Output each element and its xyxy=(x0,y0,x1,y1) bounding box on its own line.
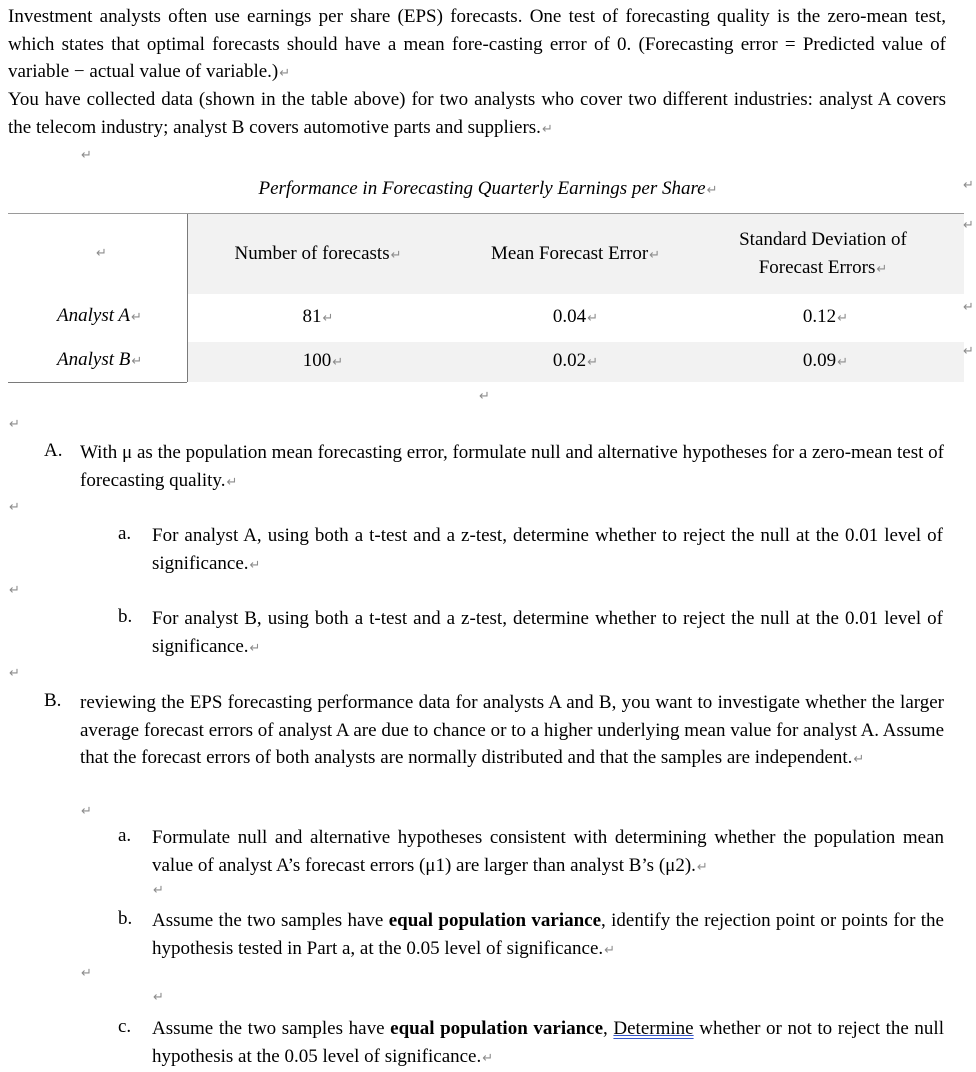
header-std-dev-forecast-errors: Standard Deviation of Forecast Errors↵ xyxy=(739,229,907,278)
table-title: Performance in Forecasting Quarterly Earnings per Share↵ xyxy=(258,178,718,199)
paragraph-mark-icon: ↵ xyxy=(131,310,142,325)
paragraph-mark-icon: ↵ xyxy=(876,262,888,277)
paragraph-mark-icon: ↵ xyxy=(649,248,661,263)
emphasis-text: equal population variance xyxy=(388,910,602,931)
paragraph-mark-icon: ↵ xyxy=(131,354,143,369)
paragraph-mark-icon: ↵ xyxy=(482,1050,494,1066)
question-b-text: reviewing the EPS forecasting performance data for analysts A and B, you want to investigate whether the larger average forecast errors of analyst A are due to chance or to a higher underlying mean value for analyst A. Assume that the forecast errors of both analysts are normally distributed and that the samples are independent.↵ xyxy=(80,692,944,768)
question-a-b-label: b. xyxy=(118,606,133,627)
paragraph-mark-icon: ↵ xyxy=(249,640,261,656)
cell-b-mean: 0.02↵ xyxy=(552,350,599,371)
question-a-text: With μ as the population mean forecasting error, formulate null and alternative hypotheses for a zero-mean test of forecasting quality.↵ xyxy=(80,442,944,491)
question-b-b-text: Assume the two samples have equal population variance, identify the rejection point or points for the hypothesis tested in Part a, at the 0.05 level of significance.↵ xyxy=(152,910,944,959)
question-a-b-text: For analyst B, using both a t-test and a z-test, determine whether to reject the null at the 0.01 level of significance.↵ xyxy=(152,608,943,657)
cell-b-sd: 0.09↵ xyxy=(802,350,849,371)
paragraph-mark-icon: ↵ xyxy=(696,859,708,875)
intro-paragraph-1: Investment analysts often use earnings per share (EPS) forecasts. One test of forecasting quality is the zero-mean test, which states that optimal forecasts should have a mean fore-casting error of 0. (Forecasting error = Predicted value of variable − actual value of variable.)↵ xyxy=(8,6,946,82)
question-b-c-text: Assume the two samples have equal population variance, Determine whether or not to reject the null hypothesis at the 0.05 level of significance.↵ xyxy=(152,1018,944,1067)
paragraph-mark-icon: ↵ xyxy=(9,583,20,598)
empty-corner-cell: ↵ xyxy=(96,246,107,261)
question-b-label: B. xyxy=(44,690,62,711)
paragraph-mark-icon: ↵ xyxy=(390,248,402,263)
paragraph-mark-icon: ↵ xyxy=(322,311,334,326)
question-b-a-text: Formulate null and alternative hypotheses consistent with determining whether the population mean value of analyst A’s forecast errors (μ1) are larger than analyst B’s (μ2).↵ xyxy=(152,827,944,876)
paragraph-mark-icon: ↵ xyxy=(9,417,20,432)
row-label-analyst-b: Analyst B↵ xyxy=(57,349,143,370)
grammar-flagged-word[interactable]: Determine xyxy=(613,1018,694,1039)
question-a-a-label: a. xyxy=(118,523,132,544)
cell-a-sd: 0.12↵ xyxy=(802,306,849,327)
paragraph-mark-icon: ↵ xyxy=(332,355,344,370)
paragraph-mark-icon: ↵ xyxy=(479,389,490,404)
paragraph-mark-icon: ↵ xyxy=(153,990,164,1005)
paragraph-mark-icon: ↵ xyxy=(9,666,20,681)
cell-a-mean: 0.04↵ xyxy=(552,306,599,327)
paragraph-mark-icon: ↵ xyxy=(279,66,291,81)
cell-a-forecasts: 81↵ xyxy=(302,306,334,327)
paragraph-mark-icon: ↵ xyxy=(9,500,20,515)
intro-paragraph-2: You have collected data (shown in the table above) for two analysts who cover two different industries: analyst A covers the telecom industry; analyst B covers automotive parts and suppliers.↵ xyxy=(8,89,946,138)
row-label-analyst-a: Analyst A↵ xyxy=(57,305,142,326)
end-of-row-mark-icon: ↵ xyxy=(963,344,974,359)
paragraph-mark-icon: ↵ xyxy=(587,355,599,370)
paragraph-mark-icon: ↵ xyxy=(153,883,164,898)
paragraph-mark-icon: ↵ xyxy=(81,966,92,981)
question-b-b-label: b. xyxy=(118,908,133,929)
end-of-row-mark-icon: ↵ xyxy=(963,178,974,193)
paragraph-mark-icon: ↵ xyxy=(249,557,261,573)
table-bottom-rule xyxy=(8,382,187,383)
paragraph-mark-icon: ↵ xyxy=(587,311,599,326)
question-b-a-label: a. xyxy=(118,825,132,846)
paragraph-mark-icon: ↵ xyxy=(837,355,849,370)
end-of-row-mark-icon: ↵ xyxy=(963,300,974,315)
header-mean-forecast-error: Mean Forecast Error↵ xyxy=(490,243,661,264)
end-of-row-mark-icon: ↵ xyxy=(963,218,974,233)
paragraph-mark-icon: ↵ xyxy=(604,942,616,958)
paragraph-mark-icon: ↵ xyxy=(81,804,92,819)
paragraph-mark-icon: ↵ xyxy=(706,183,718,198)
paragraph-mark-icon: ↵ xyxy=(81,148,92,163)
paragraph-mark-icon: ↵ xyxy=(226,474,238,490)
emphasis-text: equal population variance xyxy=(390,1018,604,1039)
question-b-c-label: c. xyxy=(118,1016,132,1037)
question-a-a-text: For analyst A, using both a t-test and a z-test, determine whether to reject the null at the 0.01 level of significance.↵ xyxy=(152,525,943,574)
header-number-of-forecasts: Number of forecasts↵ xyxy=(234,243,402,264)
cell-b-forecasts: 100↵ xyxy=(302,350,344,371)
paragraph-mark-icon: ↵ xyxy=(837,311,849,326)
question-a-label: A. xyxy=(44,440,63,461)
paragraph-mark-icon: ↵ xyxy=(541,121,553,137)
paragraph-mark-icon: ↵ xyxy=(853,752,865,767)
